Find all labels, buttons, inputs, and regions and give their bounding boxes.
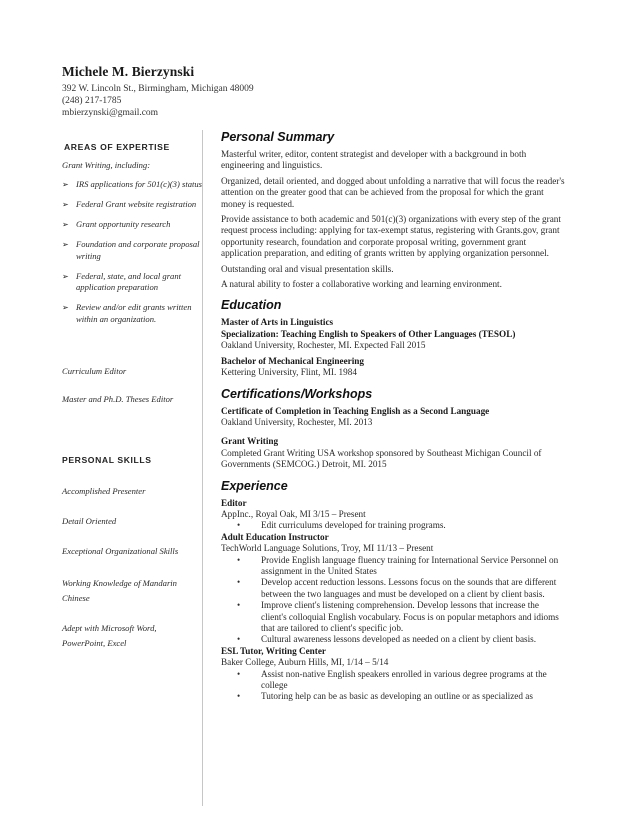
main-content	[221, 130, 566, 703]
list-item: • Provide English language fluency training for International Service Personnel on assignment in the United States	[237, 554, 559, 576]
bullet-icon: •	[237, 668, 241, 679]
areas-intro: Grant Writing, including:	[62, 160, 151, 170]
certification-detail: Oakland University, Rochester, MI. 2013	[221, 416, 373, 427]
summary-paragraph: Provide assistance to both academic and 501(c)(3) organizations with every step of the grant request process including: applying for tax-exempt status, registering with Grants.gov, grant opportunity research, foundation and corporate proposal writing, government grant application preparation, and editing of grants written by applying organization personnel.	[221, 214, 561, 259]
section-title: Certifications/Workshops	[221, 386, 373, 401]
job-org: AppInc., Royal Oak, MI 3/15 – Present	[221, 508, 366, 519]
bullet-icon: •	[237, 577, 241, 588]
bullet-icon: •	[237, 554, 241, 565]
specialization: Specialization: Teaching English to Speakers of Other Languages (TESOL)	[221, 328, 516, 339]
arrow-bullet-icon: ➢	[62, 303, 69, 313]
arrow-bullet-icon: ➢	[62, 180, 69, 189]
bullet-icon: •	[237, 634, 241, 645]
email: mbierzynski@gmail.com	[62, 108, 159, 118]
summary-paragraph: Outstanding oral and visual presentation skills.	[221, 263, 394, 274]
list-item: ➢ Federal, state, and local grant application preparation	[62, 270, 182, 293]
summary-paragraph: Masterful writer, editor, content strategist and developer with a background in both engineering and linguistics.	[221, 149, 527, 171]
curriculum-editor: Curriculum Editor	[62, 366, 127, 376]
theses-editor: Master and Ph.D. Theses Editor	[62, 394, 174, 404]
job-title: Editor	[221, 497, 247, 508]
job-title: Adult Education Instructor	[221, 531, 329, 542]
summary-paragraph: Organized, detail oriented, and dogged about unfolding a narrative that will focus the reader's attention on the greater good that can be achieved from the proposal for which the grant money is requested.	[221, 175, 565, 209]
certifications-section	[221, 387, 566, 471]
job-org: Baker College, Auburn Hills, MI, 1/14 – 5/14	[221, 657, 389, 668]
bullet-icon: •	[237, 520, 241, 531]
school: Kettering University, Flint, MI. 1984	[221, 367, 357, 378]
list-item: • Develop accent reduction lessons. Lessons focus on the sounds that are different between the two languages and must be developed on a client by client basis.	[237, 577, 557, 599]
arrow-bullet-icon: ➢	[62, 271, 69, 281]
summary-paragraph: A natural ability to foster a collaborative working and learning environment.	[221, 279, 502, 290]
job-title: ESL Tutor, Writing Center	[221, 645, 326, 656]
skill-item: Working Knowledge of Mandarin Chinese	[62, 578, 177, 603]
skill-item: Accomplished Presenter	[62, 486, 146, 496]
arrow-bullet-icon: ➢	[62, 240, 69, 250]
arrow-bullet-icon: ➢	[62, 220, 69, 230]
bullet-icon: •	[237, 691, 241, 702]
skill-item: Exceptional Organizational Skills	[62, 546, 179, 556]
section-title: Personal Summary	[221, 130, 335, 144]
candidate-name: Michele M. Bierzynski	[62, 64, 195, 79]
certification-name: Grant Writing	[221, 436, 279, 447]
list-item: ➢ Federal Grant website registration	[62, 199, 197, 210]
list-item: • Assist non-native English speakers enrolled in various degree programs at the college	[237, 668, 547, 691]
areas-of-expertise-heading: AREAS OF EXPERTISE	[64, 142, 170, 152]
list-item: • Tutoring help can be as basic as developing an outline or as specialized as	[237, 691, 533, 702]
list-item: • Improve client's listening comprehension. Develop lessons that increase the client's colloquial English vocabulary. Focus is on popular metaphors and idioms that are tailored to client's specific job.	[237, 600, 559, 633]
column-divider	[202, 130, 203, 806]
job-bullets	[221, 520, 566, 531]
arrow-bullet-icon: ➢	[62, 200, 69, 210]
section-title: Experience	[221, 478, 288, 493]
list-item: ➢ Foundation and corporate proposal writing	[62, 239, 200, 261]
skill-item: Adept with Microsoft Word, PowerPoint, Excel	[62, 623, 157, 648]
list-item: • Edit curriculums developed for training programs.	[237, 520, 446, 531]
resume-header	[62, 64, 562, 119]
job-bullets	[221, 669, 566, 703]
section-title: Education	[221, 298, 282, 313]
certification-name: Certificate of Completion in Teaching English as a Second Language	[221, 405, 490, 416]
personal-skills-heading: PERSONAL SKILLS	[62, 455, 152, 465]
job-org: TechWorld Language Solutions, Troy, MI 11/13 – Present	[221, 543, 434, 554]
list-item: ➢ Grant opportunity research	[62, 219, 171, 230]
school: Oakland University, Rochester, MI. Expected Fall 2015	[221, 340, 426, 351]
expertise-list	[62, 179, 207, 334]
job-bullets	[221, 555, 566, 646]
skill-item: Detail Oriented	[62, 516, 117, 526]
list-item: ➢ Review and/or edit grants written within an organization.	[62, 302, 192, 324]
list-item: ➢ IRS applications for 501(c)(3) status	[62, 179, 203, 189]
personal-summary-section	[221, 130, 566, 290]
experience-section	[221, 479, 566, 703]
degree: Master of Arts in Linguistics	[221, 317, 334, 328]
address: 392 W. Lincoln St., Birmingham, Michigan 48009	[62, 84, 254, 94]
list-item: • Cultural awareness lessons developed as needed on a client by client basis.	[237, 634, 537, 645]
bullet-icon: •	[237, 600, 241, 611]
certification-detail: Completed Grant Writing USA workshop sponsored by Southeast Michigan Council of Governments (SEMCOG.) Detroit, MI. 2015	[221, 447, 542, 470]
degree: Bachelor of Mechanical Engineering	[221, 355, 364, 366]
phone: (248) 217-1785	[62, 96, 122, 106]
education-section	[221, 298, 566, 378]
